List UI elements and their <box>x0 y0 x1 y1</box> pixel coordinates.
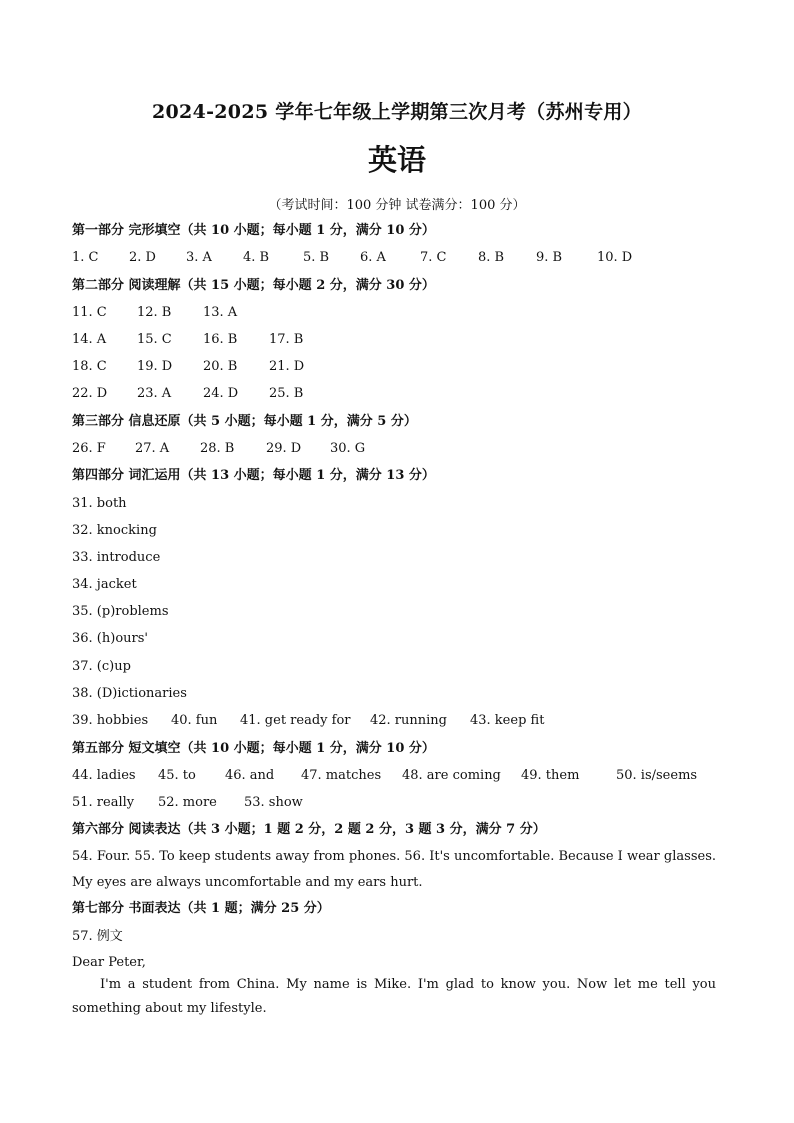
section-heading-part2: 第二部分 阅读理解（共 15 小题；每小题 2 分，满分 30 分） <box>72 278 435 293</box>
answer-line: 33. introduce <box>72 550 161 565</box>
answer-item: 5. B <box>303 250 330 265</box>
answer-item: 12. B <box>137 305 172 320</box>
answer-item: 47. matches <box>301 768 382 783</box>
answer-item: 26. F <box>72 441 106 456</box>
answer-item: 17. B <box>269 332 304 347</box>
section-heading-part3: 第三部分 信息还原（共 5 小题；每小题 1 分，满分 5 分） <box>72 414 417 429</box>
sample-essay-label: 57. 例文 <box>72 929 123 944</box>
exam-info: （考试时间：100 分钟 试卷满分：100 分） <box>268 198 526 213</box>
answer-item: 11. C <box>72 305 107 320</box>
answer-item: 4. B <box>243 250 270 265</box>
answer-item: 18. C <box>72 359 107 374</box>
answer-item: 28. B <box>200 441 235 456</box>
answer-item: 8. B <box>478 250 505 265</box>
answer-item: 41. get ready for <box>240 713 351 728</box>
answer-item: 40. fun <box>171 713 218 728</box>
answer-line: 34. jacket <box>72 577 137 592</box>
answer-row-39-43 <box>72 712 544 729</box>
answer-item: 29. D <box>266 441 302 456</box>
answer-item: 42. running <box>370 713 447 728</box>
answer-line: 37. (c)up <box>72 659 131 674</box>
answer-row-51-53 <box>72 794 303 811</box>
answer-item: 27. A <box>135 441 170 456</box>
answer-item: 13. A <box>203 305 238 320</box>
answer-item: 20. B <box>203 359 238 374</box>
answer-item: 30. G <box>330 441 366 456</box>
answer-item: 25. B <box>269 386 304 401</box>
answer-item: 1. C <box>72 250 99 265</box>
answer-item: 22. D <box>72 386 108 401</box>
section-heading-part1: 第一部分 完形填空（共 10 小题；每小题 1 分，满分 10 分） <box>72 223 435 238</box>
answer-item: 53. show <box>244 795 303 810</box>
answer-item: 6. A <box>360 250 386 265</box>
answer-item: 46. and <box>225 768 275 783</box>
answer-item: 44. ladies <box>72 768 136 783</box>
answer-item: 9. B <box>536 250 563 265</box>
answer-row-14-17 <box>72 331 303 348</box>
subject-heading: 英语 <box>367 143 426 177</box>
answer-row-1-10 <box>72 249 632 266</box>
answer-item: 52. more <box>158 795 217 810</box>
answer-row-44-50 <box>72 767 697 784</box>
answer-row-26-30 <box>72 440 365 457</box>
answer-item: 14. A <box>72 332 107 347</box>
answer-item: 2. D <box>129 250 156 265</box>
answer-item: 39. hobbies <box>72 713 149 728</box>
answer-item: 24. D <box>203 386 239 401</box>
answer-item: 10. D <box>597 250 633 265</box>
answer-item: 45. to <box>158 768 196 783</box>
section-heading-part7: 第七部分 书面表达（共 1 题；满分 25 分） <box>72 901 330 916</box>
answer-line: 38. (D)ictionaries <box>72 686 187 701</box>
answer-row-22-25 <box>72 385 303 402</box>
answer-item: 3. A <box>186 250 212 265</box>
answer-item: 15. C <box>137 332 172 347</box>
essay-paragraph: I'm a student from China. My name is Mike. I'm glad to know you. Now let me tell you something about my lifestyle. <box>72 977 716 1016</box>
answer-line: 35. (p)roblems <box>72 604 169 619</box>
answer-item: 50. is/seems <box>616 768 698 783</box>
answer-item: 16. B <box>203 332 238 347</box>
answer-item: 49. them <box>521 768 580 783</box>
section-heading-part5: 第五部分 短文填空（共 10 小题；每小题 1 分，满分 10 分） <box>72 741 435 756</box>
answer-line: 36. (h)ours' <box>72 631 148 646</box>
answer-item: 21. D <box>269 359 305 374</box>
answer-row-11-13 <box>72 304 237 321</box>
section-heading-part6: 第六部分 阅读表达（共 3 小题；1 题 2 分，2 题 2 分，3 题 3 分，满分 7 分） <box>72 822 546 837</box>
answer-item: 48. are coming <box>402 768 501 783</box>
answer-line: 31. both <box>72 496 127 511</box>
answer-item: 51. really <box>72 795 135 810</box>
answer-line: 32. knocking <box>72 523 157 538</box>
answer-item: 43. keep fit <box>470 713 545 728</box>
letter-salutation: Dear Peter, <box>72 955 146 970</box>
answer-item: 23. A <box>137 386 172 401</box>
reading-expression-answers: 54. Four. 55. To keep students away from phones. 56. It's uncomfortable. Because I wear glasses. My eyes are always uncomfortable and my ears hurt. <box>72 849 716 890</box>
page-title: 2024-2025 学年七年级上学期第三次月考（苏州专用） <box>152 101 642 123</box>
answer-item: 19. D <box>137 359 173 374</box>
section-heading-part4: 第四部分 词汇运用（共 13 小题；每小题 1 分，满分 13 分） <box>72 468 435 483</box>
answer-item: 7. C <box>420 250 447 265</box>
answer-row-18-21 <box>72 358 304 375</box>
